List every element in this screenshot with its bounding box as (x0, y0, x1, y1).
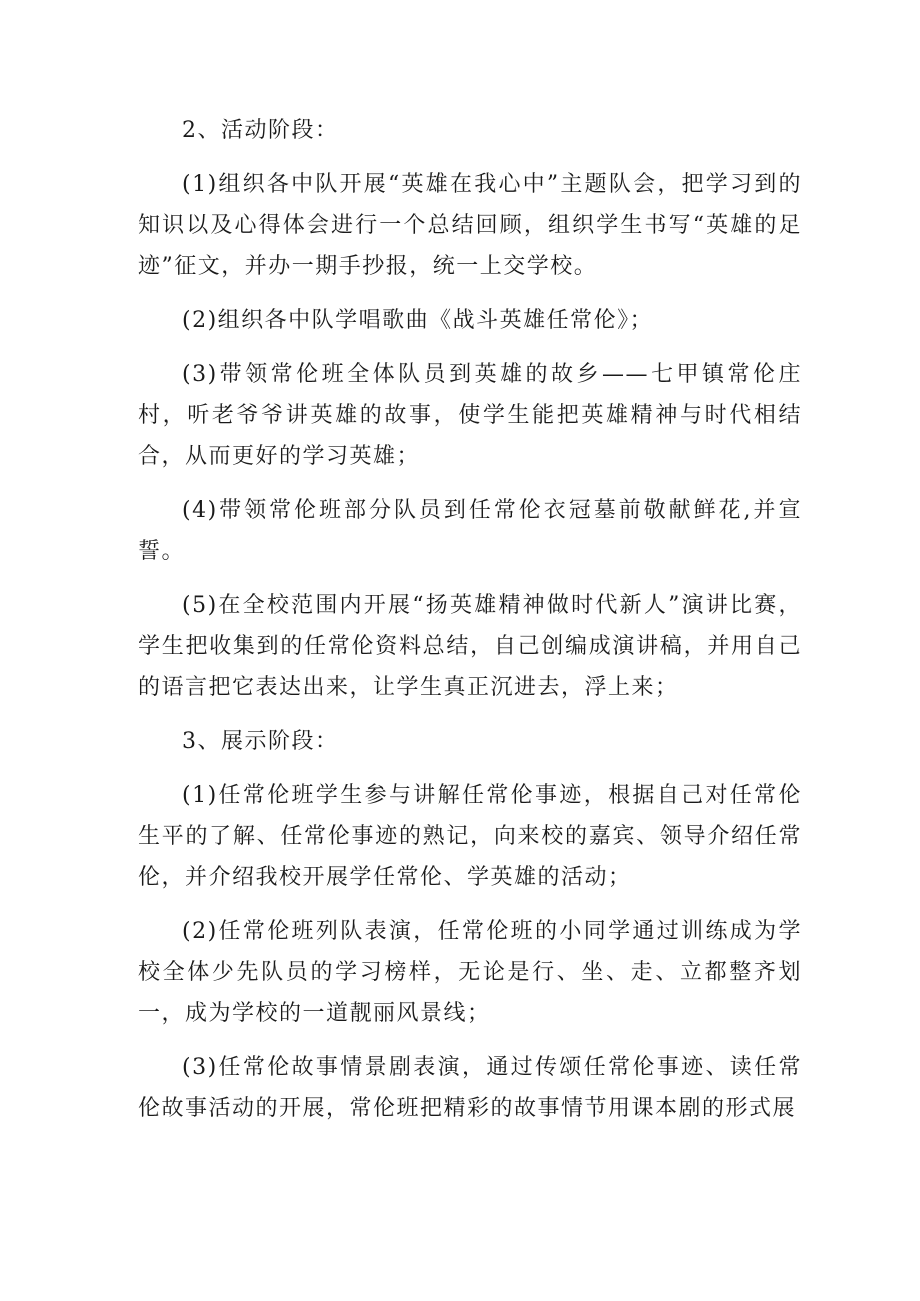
paragraph-activity-1: (1)组织各中队开展“英雄在我心中”主题队会，把学习到的知识以及心得体会进行一个总结回顾，组织学生书写“英雄的足迹”征文，并办一期手抄报，统一上交学校。 (138, 172, 802, 279)
paragraph-activity-5: (5)在全校范围内开展“扬英雄精神做时代新人”演讲比赛，学生把收集到的任常伦资料总结，自己创编成演讲稿，并用自己的语言把它表达出来，让学生真正沉进去，浮上来； (138, 593, 802, 700)
document-body (138, 110, 802, 1129)
paragraph-activity-4: (4)带领常伦班部分队员到任常伦衣冠墓前敬献鲜花,并宣誓。 (138, 498, 802, 564)
paragraph-activity-3: (3)带领常伦班全体队员到英雄的故乡——七甲镇常伦庄村，听老爷爷讲英雄的故事，使学生能把英雄精神与时代相结合，从而更好的学习英雄； (138, 362, 802, 469)
section-heading-activity-stage: 2、活动阶段： (182, 118, 339, 143)
paragraph-display-1: (1)任常伦班学生参与讲解任常伦事迹，根据自己对任常伦生平的了解、任常伦事迹的熟记，向来校的嘉宾、领导介绍任常伦，并介绍我校开展学任常伦、学英雄的活动； (138, 783, 802, 890)
paragraph-display-2: (2)任常伦班列队表演，任常伦班的小同学通过训练成为学校全体少先队员的学习榜样，无论是行、坐、走、立都整齐划一，成为学校的一道靓丽风景线； (138, 919, 802, 1026)
paragraph-activity-2: (2)组织各中队学唱歌曲《战斗英雄任常伦》； (182, 308, 654, 333)
section-heading-display-stage: 3、展示阶段： (182, 729, 339, 754)
paragraph-display-3: (3)任常伦故事情景剧表演，通过传颂任常伦事迹、读任常伦故事活动的开展，常伦班把精彩的故事情节用课本剧的形式展 (138, 1055, 802, 1121)
